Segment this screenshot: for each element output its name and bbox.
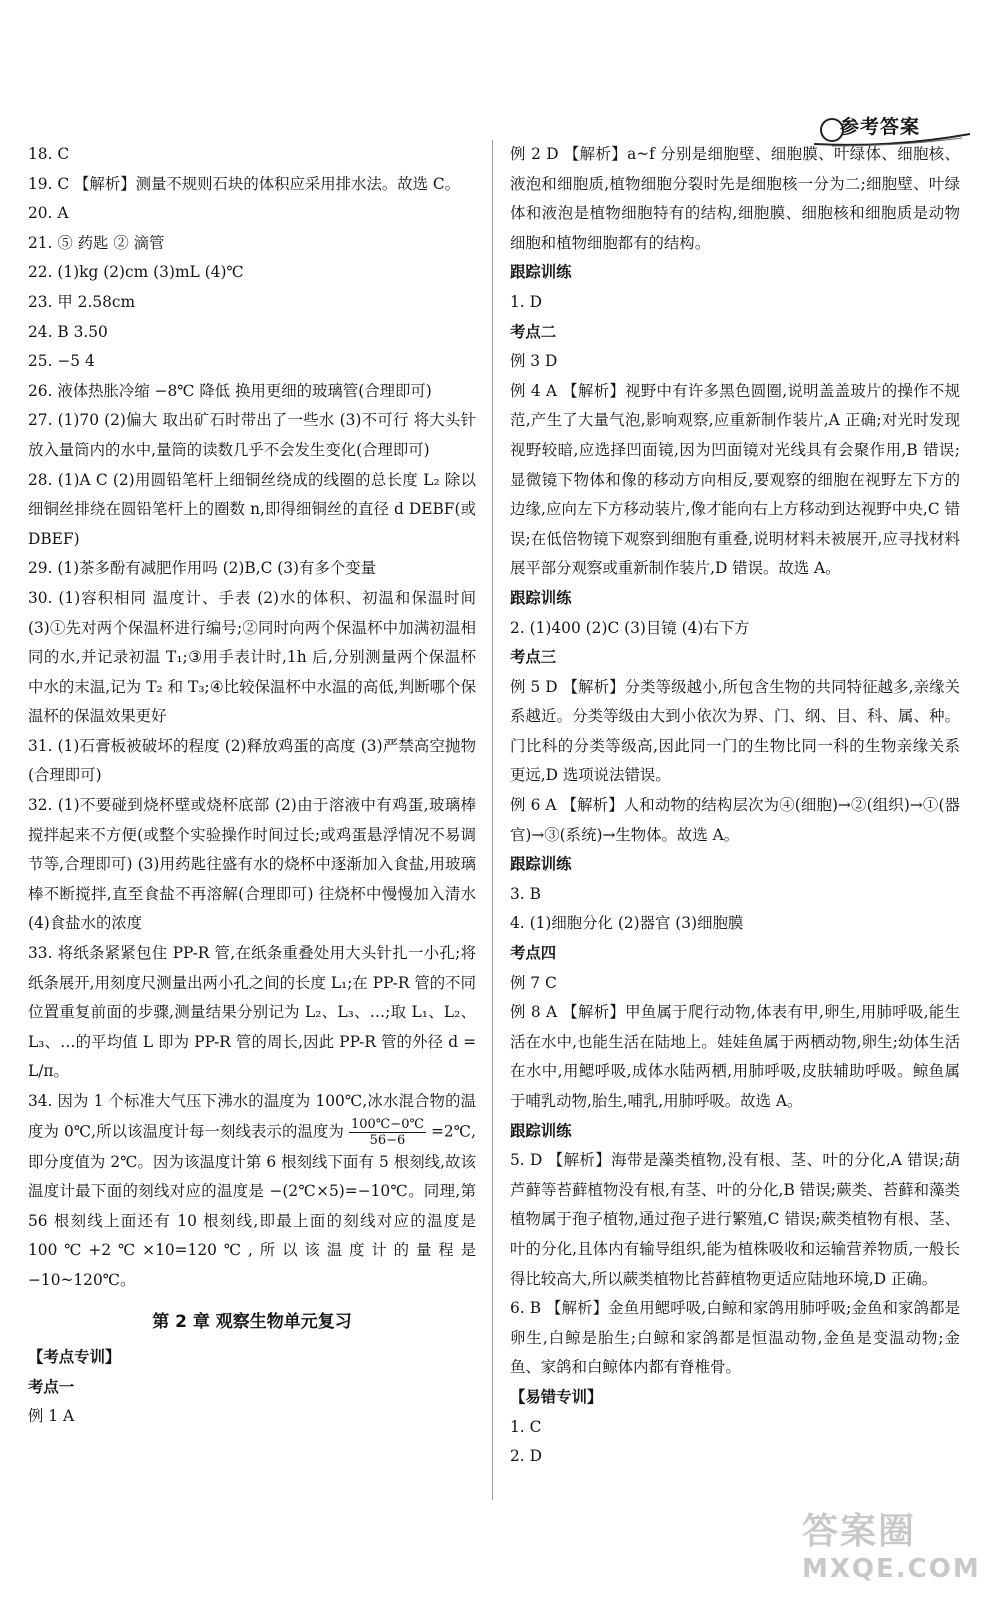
answer-item: 例 6 A 【解析】人和动物的结构层次为④(细胞)→②(组织)→①(器官)→③(系统)→生物体。故选 A。 [510, 796, 960, 844]
answer-item: 21. ⑤ 药匙 ② 滴管 [28, 233, 165, 252]
answer-item: 32. (1)不要碰到烧杯壁或烧杯底部 (2)由于溶液中有鸡蛋,玻璃棒搅拌起来不方便(或整个实验操作时间过长;或鸡蛋悬浮情况不易调节等,合理即可) (3)用药匙往盛有水的烧杯中逐渐加入食盐,用玻璃棒不断搅拌,直至食盐不再溶解(合理即可) 往烧杯中慢慢加入清水 (4)食盐水的浓度 [28, 796, 476, 933]
answer-item: 2. (1)400 (2)C (3)目镜 (4)右下方 [510, 618, 750, 637]
answer-item: 例 7 C [510, 973, 557, 992]
answer-item: 25. −5 4 [28, 352, 95, 371]
answer-item: 例 5 D 【解析】分类等级越小,所包含生物的共同特征越多,亲缘关系越近。分类等级由大到小依次为界、门、纲、目、科、属、种。门比科的分类等级高,因此同一门的生物比同一科的生物亲缘关系更远,D 选项说法错误。 [510, 677, 960, 785]
section-heading: 跟踪训练 [510, 263, 572, 282]
answer-item: 例 4 A 【解析】视野中有许多黑色圆圈,说明盖盖玻片的操作不规范,产生了大量气泡,影响观察,应重新制作装片,A 正确;对光时发现视野较暗,应选择凹面镜,因为凹面镜对光线具有会聚作用,B 错误;显微镜下物体和像的移动方向相反,要观察的细胞在视野左下方的边缘,应向左下方移动装片,像才能向右上方移动到达视野中央,C 错误;在低倍物镜下观察到细胞有重叠,说明材料未被展开,应寻找材料展平部分观察或重新制作装片,D 错误。故选 A。 [510, 381, 960, 578]
item34-text-a: 34. 因为 1 个标准大气压下沸水的温度为 100℃,冰水混合物的温度为 0℃,所以该温度计每一刻线表示的温度为 [28, 1092, 476, 1141]
answer-item: 18. C [28, 145, 70, 163]
header-badge [812, 112, 972, 142]
answer-item: 26. 液体热胀冷缩 −8℃ 降低 换用更细的玻璃管(合理即可) [28, 381, 432, 400]
section-heading: 【易错专训】 [510, 1387, 603, 1406]
fraction-numerator: 100℃−0℃ [350, 1116, 425, 1132]
example-item: 例 1 A [28, 1407, 75, 1426]
left-column [28, 140, 476, 1432]
answer-item: 20. A [28, 204, 69, 223]
answer-item: 4. (1)细胞分化 (2)器官 (3)细胞膜 [510, 914, 744, 933]
watermark-cn: 答案圈 [802, 1511, 917, 1552]
answer-item: 1. D [510, 292, 542, 311]
column-divider [492, 140, 493, 1500]
answer-item: 例 3 D [510, 352, 558, 371]
watermark-logo [802, 1510, 982, 1590]
kaodian-heading: 考点一 [28, 1377, 75, 1396]
answer-item: 例 8 A 【解析】甲鱼属于爬行动物,体表有甲,卵生,用肺呼吸,能生活在水中,也能生活在陆地上。娃娃鱼属于两栖动物,卵生;幼体生活在水中,用鳃呼吸,成体水陆两栖,用肺呼吸,皮肤辅助呼吸。鲸鱼属于哺乳动物,胎生,哺乳,用肺呼吸。故选 A。 [510, 1003, 960, 1110]
chapter-title: 第 2 章 观察生物单元复习 [152, 1311, 352, 1332]
temperature-fraction [349, 1117, 426, 1148]
answer-item: 31. (1)石膏板被破坏的程度 (2)释放鸡蛋的高度 (3)严禁高空抛物(合理即可) [28, 736, 476, 785]
answer-item: 例 2 D 【解析】a~f 分别是细胞壁、细胞膜、叶绿体、细胞核、液泡和细胞质,植物细胞分裂时先是细胞核一分为二;细胞壁、叶绿体和液泡是植物细胞特有的结构,细胞膜、细胞核和细胞质是动物细胞和植物细胞都有的结构。 [510, 145, 960, 252]
answer-item: 33. 将纸条紧紧包住 PP-R 管,在纸条重叠处用大头针扎一小孔;将纸条展开,用刻度尺测量出两小孔之间的长度 L₁;在 PP-R 管的不同位置重复前面的步骤,测量结果分别记为 L₂、L₃、…;取 L₁、L₂、L₃、…的平均值 L 即为 PP-R 管的周长,因此 PP-R 管的外径 d = L/π。 [28, 944, 476, 1081]
section-heading: 考点二 [510, 322, 557, 341]
section-heading: 跟踪训练 [510, 855, 572, 874]
answer-item: 5. D 【解析】海带是藻类植物,没有根、茎、叶的分化,A 错误;葫芦藓等苔藓植物没有根,有茎、叶的分化,B 错误;蕨类、苔藓和藻类植物属于孢子植物,通过孢子进行繁殖,C 错误;蕨类植物有根、茎、叶的分化,且体内有输导组织,能为植株吸收和运输营养物质,一般长得比较高大,所以蕨类植物比苔藓植物更适应陆地环境,D 正确。 [510, 1151, 960, 1288]
answer-item: 1. C [510, 1417, 542, 1436]
answer-item: 24. B 3.50 [28, 322, 108, 341]
answer-item: 30. (1)容积相同 温度计、手表 (2)水的体积、初温和保温时间 (3)①先对两个保温杯进行编号;②同时向两个保温杯中加满初温相同的水,并记录初温 T₁;③用手表计时,1h 后,分别测量两个保温杯中水的末温,记为 T₂ 和 T₃;④比较保温杯中水温的高低,判断哪个保温杯的保温效果更好 [28, 588, 476, 726]
answer-item: 29. (1)茶多酚有减肥作用吗 (2)B,C (3)有多个变量 [28, 559, 377, 578]
answer-item: 28. (1)A C (2)用圆铅笔杆上细铜丝绕成的线圈的总长度 L₂ 除以细铜丝排绕在圆铅笔杆上的圈数 n,即得细铜丝的直径 d DEBF(或 DBEF) [28, 470, 476, 548]
answer-item: 22. (1)kg (2)cm (3)mL (4)℃ [28, 263, 244, 282]
answer-item: 23. 甲 2.58cm [28, 292, 136, 311]
section-heading: 【考点专训】 [28, 1348, 121, 1367]
answer-item: 27. (1)70 (2)偏大 取出矿石时带出了一些水 (3)不可行 将大头针放入量筒内的水中,量筒的读数几乎不会发生变化(合理即可) [28, 411, 476, 459]
section-heading: 跟踪训练 [510, 1121, 572, 1140]
fraction-denominator: 56−6 [369, 1132, 406, 1148]
watermark-en: MXQE.COM [802, 1554, 981, 1584]
item34-text-b: =2℃,即分度值为 2℃。因为该温度计第 6 根刻线下面有 5 根刻线,故该温度计最下面的刻线对应的温度是 −(2℃×5)=−10℃。同理,第 56 根刻线上面还有 10 根刻线,即最上面的刻线对应的温度是 100℃+2℃×10=120℃,所以该温度计的量程是 −10~120℃。 [28, 1122, 477, 1289]
right-column [510, 140, 960, 1472]
section-heading: 跟踪训练 [510, 588, 572, 607]
answer-item: 6. B 【解析】金鱼用鳃呼吸,白鲸和家鸽用肺呼吸;金鱼和家鸽都是卵生,白鲸是胎生;白鲸和家鸽都是恒温动物,金鱼是变温动物;金鱼、家鸽和白鲸体内都有脊椎骨。 [510, 1299, 960, 1377]
answer-item: 19. C 【解析】测量不规则石块的体积应采用排水法。故选 C。 [28, 174, 461, 193]
answer-item: 2. D [510, 1447, 542, 1466]
section-heading: 考点三 [510, 648, 557, 667]
answer-item-34 [28, 1087, 476, 1296]
section-heading: 考点四 [510, 944, 557, 963]
header-title: 参考答案 [840, 116, 921, 138]
answer-item: 3. B [510, 884, 541, 903]
